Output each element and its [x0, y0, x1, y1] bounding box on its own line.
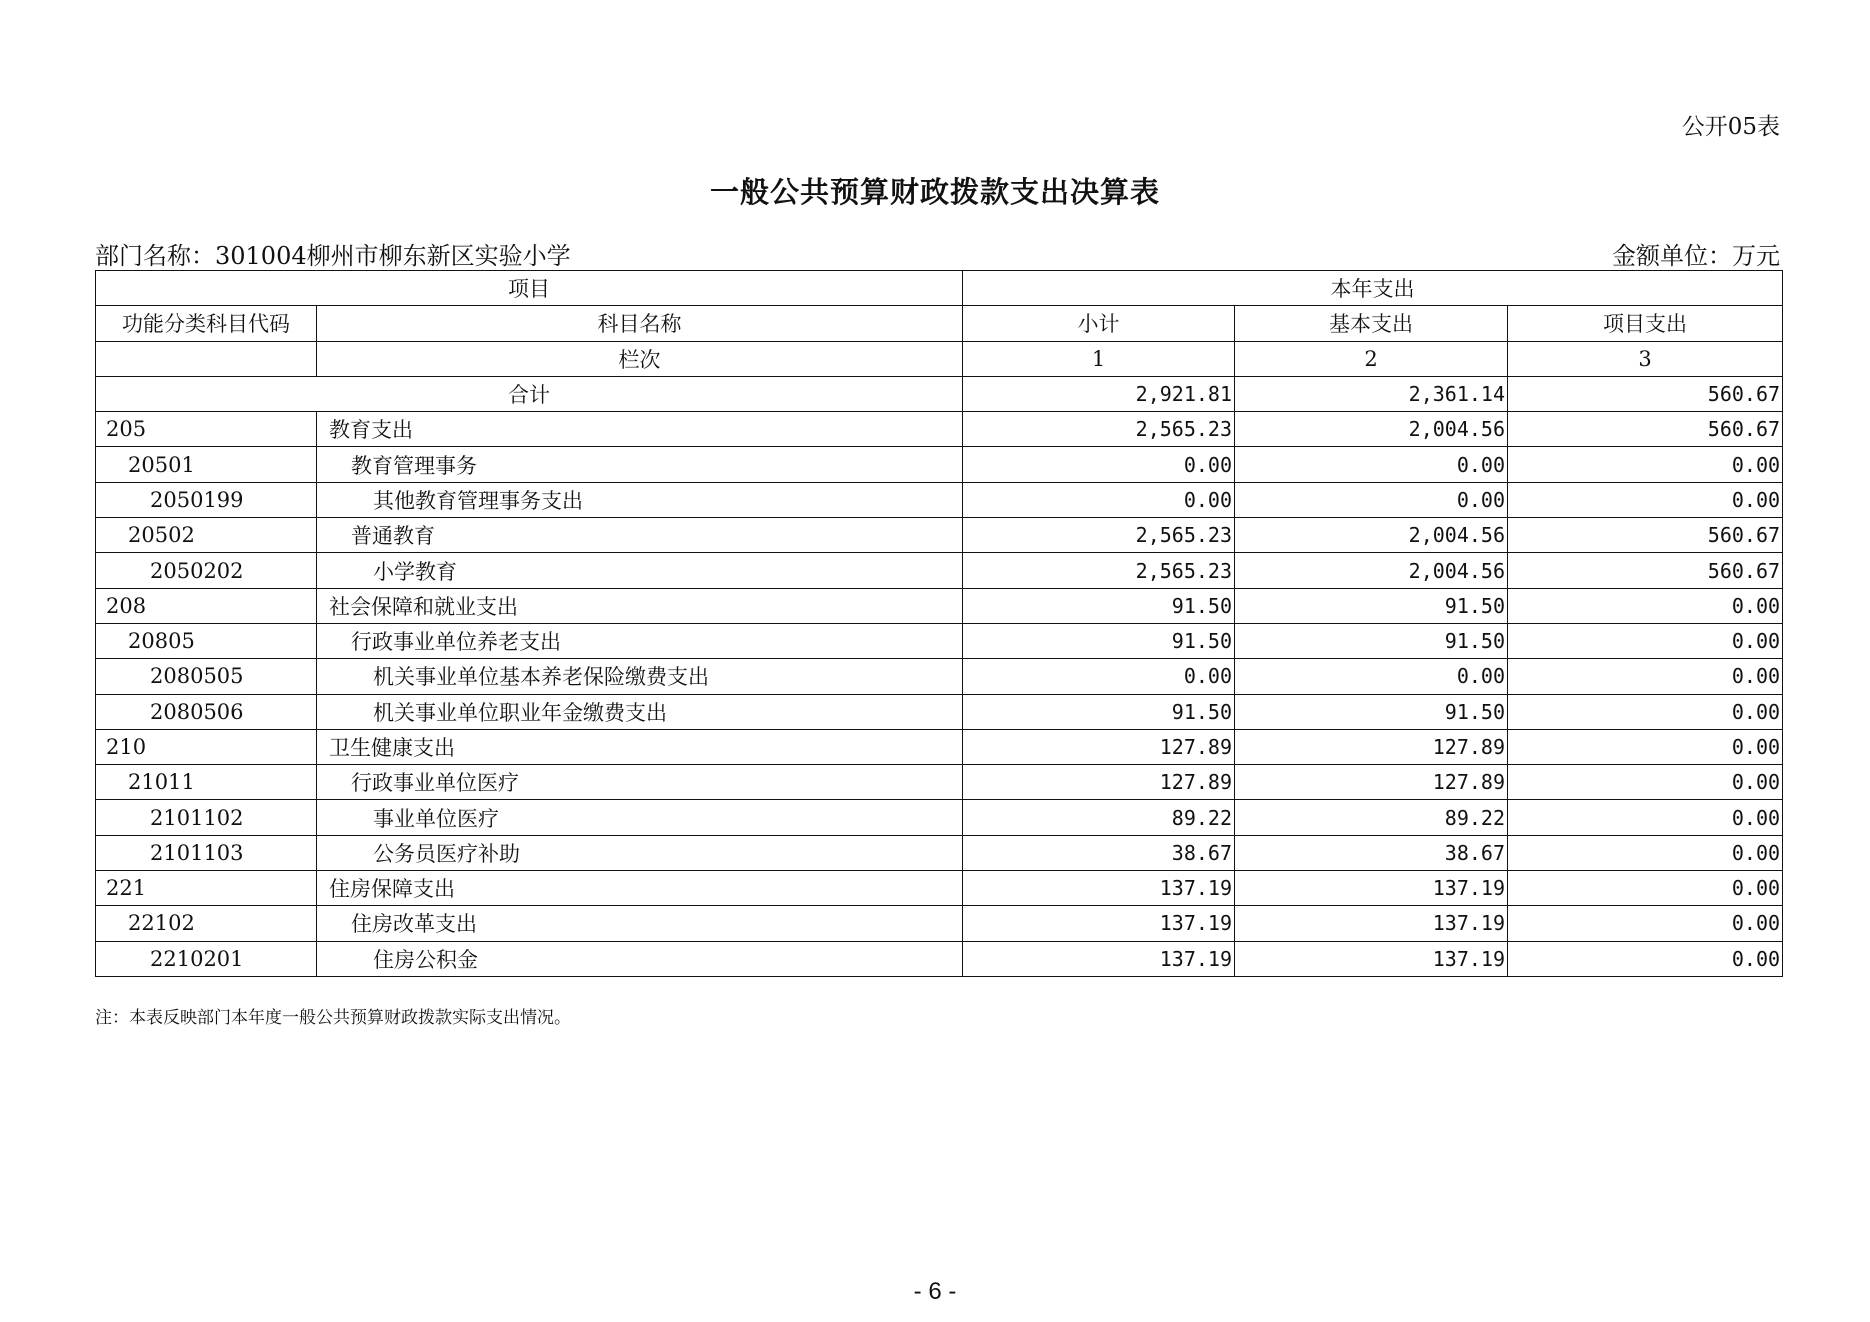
row-basic: 38.67: [1235, 835, 1508, 870]
row-subtotal: 2,565.23: [963, 412, 1235, 447]
row-basic: 91.50: [1235, 588, 1508, 623]
table-row: [96, 941, 1783, 976]
row-code: 20501: [96, 447, 317, 482]
row-name: 行政事业单位医疗: [317, 765, 963, 800]
row-name: 事业单位医疗: [317, 800, 963, 835]
department-name: 部门名称：301004柳州市柳东新区实验小学: [95, 242, 571, 270]
header-row-1: [96, 271, 1783, 306]
header-col-1: 1: [963, 341, 1235, 376]
row-code: 2080506: [96, 694, 317, 729]
row-project: 0.00: [1508, 800, 1783, 835]
row-code: 221: [96, 871, 317, 906]
page-number: - 6 -: [913, 1278, 957, 1305]
row-project: 0.00: [1508, 447, 1783, 482]
row-project: 0.00: [1508, 623, 1783, 658]
row-project: 560.67: [1508, 518, 1783, 553]
table-row: [96, 835, 1783, 870]
row-subtotal: 137.19: [963, 871, 1235, 906]
row-basic: 0.00: [1235, 447, 1508, 482]
row-project: 0.00: [1508, 729, 1783, 764]
row-code: 20805: [96, 623, 317, 658]
total-subtotal: 2,921.81: [963, 376, 1235, 411]
table-row: [96, 694, 1783, 729]
total-project: 560.67: [1508, 376, 1783, 411]
row-code: 205: [96, 412, 317, 447]
table-row: [96, 729, 1783, 764]
row-subtotal: 0.00: [963, 447, 1235, 482]
row-project: 0.00: [1508, 588, 1783, 623]
row-name: 住房保障支出: [317, 871, 963, 906]
header-item: 项目: [96, 271, 963, 306]
row-code: 20502: [96, 518, 317, 553]
row-subtotal: 0.00: [963, 659, 1235, 694]
row-project: 0.00: [1508, 482, 1783, 517]
table-row: [96, 659, 1783, 694]
row-basic: 137.19: [1235, 871, 1508, 906]
row-name: 卫生健康支出: [317, 729, 963, 764]
row-subtotal: 137.19: [963, 941, 1235, 976]
header-row-3: [96, 341, 1783, 376]
row-basic: 0.00: [1235, 659, 1508, 694]
table-row: [96, 871, 1783, 906]
row-project: 0.00: [1508, 694, 1783, 729]
row-basic: 0.00: [1235, 482, 1508, 517]
row-name: 社会保障和就业支出: [317, 588, 963, 623]
header-name: 科目名称: [317, 306, 963, 341]
header-column-order: 栏次: [317, 341, 963, 376]
total-label: 合计: [96, 376, 963, 411]
row-subtotal: 91.50: [963, 694, 1235, 729]
row-subtotal: 0.00: [963, 482, 1235, 517]
row-name: 机关事业单位职业年金缴费支出: [317, 694, 963, 729]
row-subtotal: 38.67: [963, 835, 1235, 870]
header-project: 项目支出: [1508, 306, 1783, 341]
row-subtotal: 127.89: [963, 765, 1235, 800]
row-code: 208: [96, 588, 317, 623]
row-code: 2101102: [96, 800, 317, 835]
row-subtotal: 89.22: [963, 800, 1235, 835]
header-current-year: 本年支出: [963, 271, 1783, 306]
row-project: 0.00: [1508, 906, 1783, 941]
row-name: 公务员医疗补助: [317, 835, 963, 870]
row-subtotal: 127.89: [963, 729, 1235, 764]
header-col-3: 3: [1508, 341, 1783, 376]
table-row: [96, 412, 1783, 447]
budget-table: [95, 270, 1783, 977]
row-code: 22102: [96, 906, 317, 941]
row-name: 教育支出: [317, 412, 963, 447]
row-basic: 127.89: [1235, 729, 1508, 764]
table-row: [96, 518, 1783, 553]
table-note: 注：本表反映部门本年度一般公共预算财政拨款实际支出情况。: [95, 1008, 571, 1028]
header-subtotal: 小计: [963, 306, 1235, 341]
row-basic: 2,004.56: [1235, 553, 1508, 588]
table-row: [96, 482, 1783, 517]
form-number: 公开05表: [1681, 114, 1780, 140]
row-code: 21011: [96, 765, 317, 800]
row-project: 0.00: [1508, 941, 1783, 976]
table-row: [96, 553, 1783, 588]
table-row: [96, 588, 1783, 623]
row-subtotal: 91.50: [963, 623, 1235, 658]
page-title: 一般公共预算财政拨款支出决算表: [709, 175, 1160, 209]
row-basic: 137.19: [1235, 906, 1508, 941]
row-basic: 2,004.56: [1235, 412, 1508, 447]
row-name: 行政事业单位养老支出: [317, 623, 963, 658]
total-row: [96, 376, 1783, 411]
total-basic: 2,361.14: [1235, 376, 1508, 411]
row-subtotal: 137.19: [963, 906, 1235, 941]
header-row-2: [96, 306, 1783, 341]
row-basic: 2,004.56: [1235, 518, 1508, 553]
row-name: 住房公积金: [317, 941, 963, 976]
header-col-2: 2: [1235, 341, 1508, 376]
row-code: 210: [96, 729, 317, 764]
row-subtotal: 2,565.23: [963, 553, 1235, 588]
header-code: 功能分类科目代码: [96, 306, 317, 341]
row-name: 住房改革支出: [317, 906, 963, 941]
header-blank: [96, 341, 317, 376]
header-basic: 基本支出: [1235, 306, 1508, 341]
table-row: [96, 765, 1783, 800]
row-project: 560.67: [1508, 412, 1783, 447]
row-project: 560.67: [1508, 553, 1783, 588]
amount-unit: 金额单位：万元: [1612, 242, 1780, 270]
row-code: 2050199: [96, 482, 317, 517]
row-name: 机关事业单位基本养老保险缴费支出: [317, 659, 963, 694]
row-project: 0.00: [1508, 871, 1783, 906]
row-basic: 91.50: [1235, 694, 1508, 729]
table-row: [96, 447, 1783, 482]
row-name: 教育管理事务: [317, 447, 963, 482]
row-code: 2210201: [96, 941, 317, 976]
row-subtotal: 2,565.23: [963, 518, 1235, 553]
row-basic: 127.89: [1235, 765, 1508, 800]
row-subtotal: 91.50: [963, 588, 1235, 623]
row-basic: 137.19: [1235, 941, 1508, 976]
row-basic: 89.22: [1235, 800, 1508, 835]
row-project: 0.00: [1508, 835, 1783, 870]
row-project: 0.00: [1508, 765, 1783, 800]
row-code: 2050202: [96, 553, 317, 588]
row-name: 小学教育: [317, 553, 963, 588]
row-project: 0.00: [1508, 659, 1783, 694]
row-name: 其他教育管理事务支出: [317, 482, 963, 517]
row-code: 2080505: [96, 659, 317, 694]
row-basic: 91.50: [1235, 623, 1508, 658]
table-row: [96, 800, 1783, 835]
row-name: 普通教育: [317, 518, 963, 553]
table-row: [96, 906, 1783, 941]
row-code: 2101103: [96, 835, 317, 870]
table-row: [96, 623, 1783, 658]
